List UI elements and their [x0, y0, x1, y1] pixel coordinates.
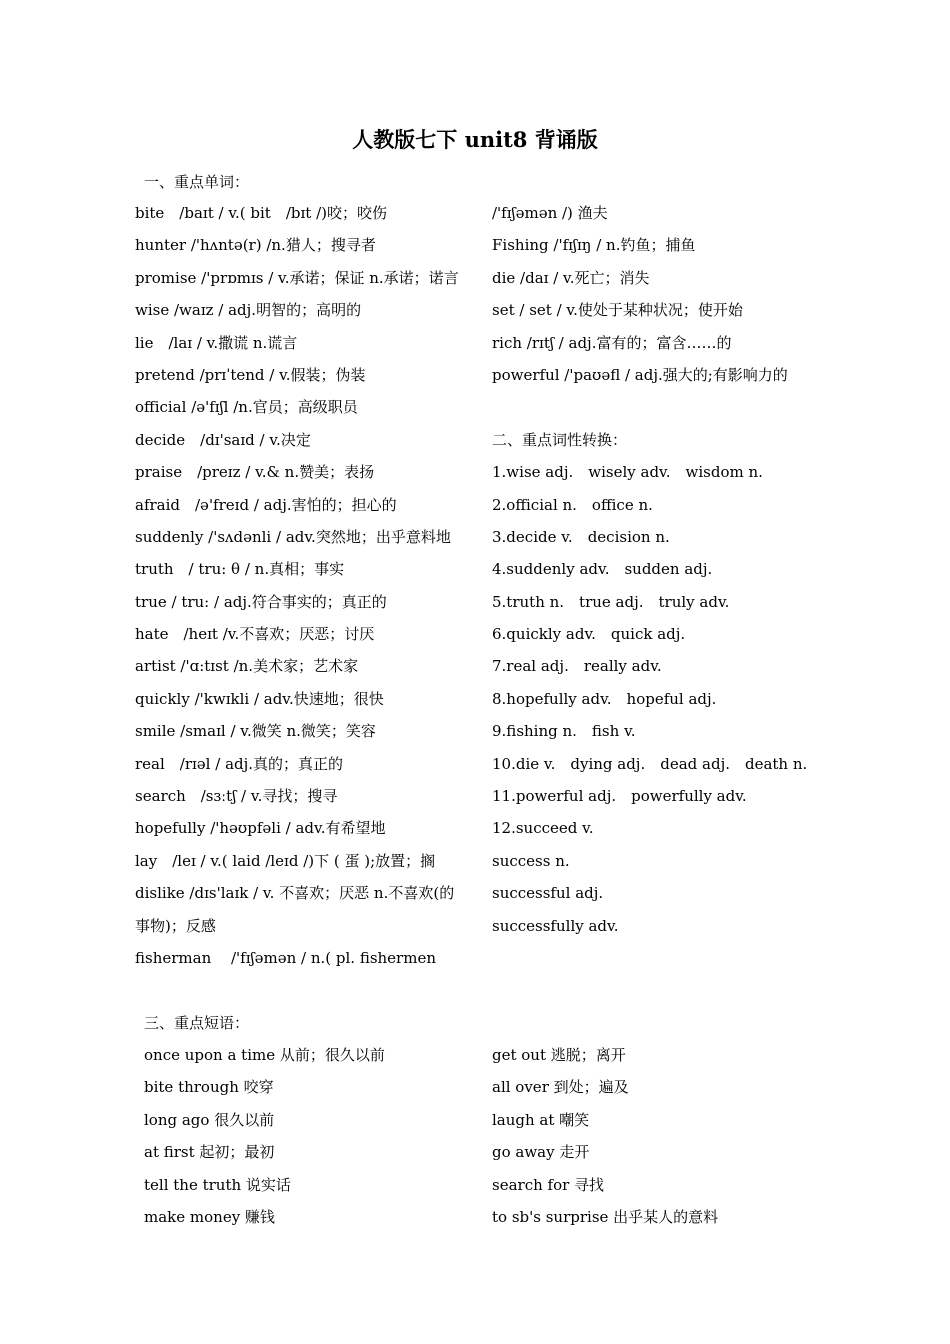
word-form-item: 7.real adj. really adv. [492, 657, 662, 676]
vocab-entry: dislike /dɪs'laɪk / v. 不喜欢；厌恶 n.不喜欢(的事物)；反感 [135, 884, 455, 935]
vocab-entry: hate /heɪt /v.不喜欢；厌恶；讨厌 [135, 625, 375, 644]
word-form-item: 10.die v. dying adj. dead adj. death n. [492, 754, 808, 773]
vocab-entry: search /sɜːtʃ / v.寻找；搜寻 [135, 787, 338, 806]
word-form-item: successfully adv. [492, 916, 619, 935]
vocab-entry: truth / tru: θ / n.真相；事实 [135, 560, 345, 579]
word-form-item: 12.succeed v. [492, 819, 594, 838]
phrase-item: all over 到处；遍及 [492, 1078, 629, 1097]
word-form-item: success n. [492, 851, 570, 870]
phrase-item: laugh at 嘲笑 [492, 1110, 590, 1129]
vocab-entry: decide /dɪ'saɪd / v.决定 [135, 430, 311, 449]
word-form-item: 1.wise adj. wisely adv. wisdom n. [492, 463, 763, 482]
word-form-item: 9.fishing n. fish v. [492, 722, 636, 741]
vocab-entry: quickly /'kwɪkli / adv.快速地；很快 [135, 689, 384, 708]
phrase-item: get out 逃脱；离开 [492, 1046, 626, 1064]
vocab-entry: lie /laɪ / v.撒谎 n.谎言 [135, 333, 298, 352]
section-heading-key-words: 一、重点单词： [144, 173, 250, 191]
vocab-entry: official /ə'fɪʃl /n.官员；高级职员 [135, 398, 358, 417]
word-form-item: 4.suddenly adv. sudden adj. [492, 560, 713, 579]
vocab-entry: powerful /'paʊəfl / adj.强大的;有影响力的 [492, 365, 788, 384]
vocab-entry: hopefully /'həʊpfəli / adv.有希望地 [135, 819, 386, 838]
phrase-item: at first 起初；最初 [144, 1143, 275, 1162]
vocab-entry: fisherman /'fɪʃəmən / n.( pl. fishermen [135, 949, 436, 968]
phrase-column-right [492, 1039, 822, 1233]
vocab-entry: praise /preɪz / v.& n.赞美；表扬 [135, 463, 375, 482]
phrase-item: bite through 咬穿 [144, 1078, 274, 1097]
vocab-entry: lay /leɪ / v.( laid /leɪd /)下 ( 蛋 );放置；搁 [135, 851, 436, 870]
vocab-entry: pretend /prɪˈtend / v.假装；伪装 [135, 365, 366, 384]
section-heading-word-forms: 二、重点词性转换： [492, 430, 628, 449]
vocab-entry: Fishing /'fɪʃɪŋ / n.钓鱼；捕鱼 [492, 236, 696, 255]
vocab-entry: wise /waɪz / adj.明智的；高明的 [135, 301, 362, 320]
word-form-item: 6.quickly adv. quick adj. [492, 625, 686, 644]
vocab-column-left [135, 197, 460, 974]
phrase-column-left [144, 1039, 474, 1233]
word-form-item: successful adj. [492, 884, 604, 903]
vocab-column-right [492, 197, 822, 942]
word-form-item: 2.official n. office n. [492, 495, 653, 514]
word-form-item: 8.hopefully adv. hopeful adj. [492, 689, 717, 708]
phrase-item: search for 寻找 [492, 1175, 605, 1194]
vocab-entry: suddenly /'sʌdənli / adv.突然地；出乎意料地 [135, 527, 451, 546]
phrase-item: to sb's surprise 出乎某人的意料 [492, 1207, 719, 1226]
vocab-entry: set / set / v.使处于某种状况；使开始 [492, 301, 743, 320]
page-title: 人教版七下 unit8 背诵版 [352, 127, 598, 152]
vocab-entry: true / tru: / adj.符合事实的；真正的 [135, 592, 387, 611]
vocab-entry: /'fɪʃəmən /) 渔夫 [492, 204, 608, 222]
vocab-entry: rich /rɪtʃ / adj.富有的；富含……的 [492, 333, 732, 352]
vocab-entry: artist /'ɑ:tɪst /n.美术家；艺术家 [135, 657, 359, 676]
phrase-item: go away 走开 [492, 1143, 590, 1162]
phrase-item: once upon a time 从前；很久以前 [144, 1046, 385, 1064]
word-form-item: 3.decide v. decision n. [492, 527, 670, 546]
vocab-entry: hunter /'hʌntə(r) /n.猎人；搜寻者 [135, 236, 376, 255]
vocab-entry: promise /'prɒmɪs / v.承诺；保证 n.承诺；诺言 [135, 268, 459, 287]
vocab-entry: afraid /ə'freɪd / adj.害怕的；担心的 [135, 495, 397, 514]
vocab-entry: real /rɪəl / adj.真的；真正的 [135, 754, 344, 773]
spacer [492, 391, 822, 423]
phrase-item: long ago 很久以前 [144, 1110, 275, 1129]
section-heading-key-phrases: 三、重点短语： [144, 1014, 250, 1032]
word-form-item: 5.truth n. true adj. truly adv. [492, 592, 730, 611]
phrase-item: tell the truth 说实话 [144, 1175, 291, 1194]
word-form-item: 11.powerful adj. powerfully adv. [492, 787, 747, 806]
vocab-entry: die /daɪ / v.死亡；消失 [492, 268, 650, 287]
vocab-entry: smile /smaɪl / v.微笑 n.微笑；笑容 [135, 722, 376, 741]
vocab-entry: bite /baɪt / v.( bit /bɪt /)咬；咬伤 [135, 204, 387, 222]
phrase-item: make money 赚钱 [144, 1207, 275, 1226]
